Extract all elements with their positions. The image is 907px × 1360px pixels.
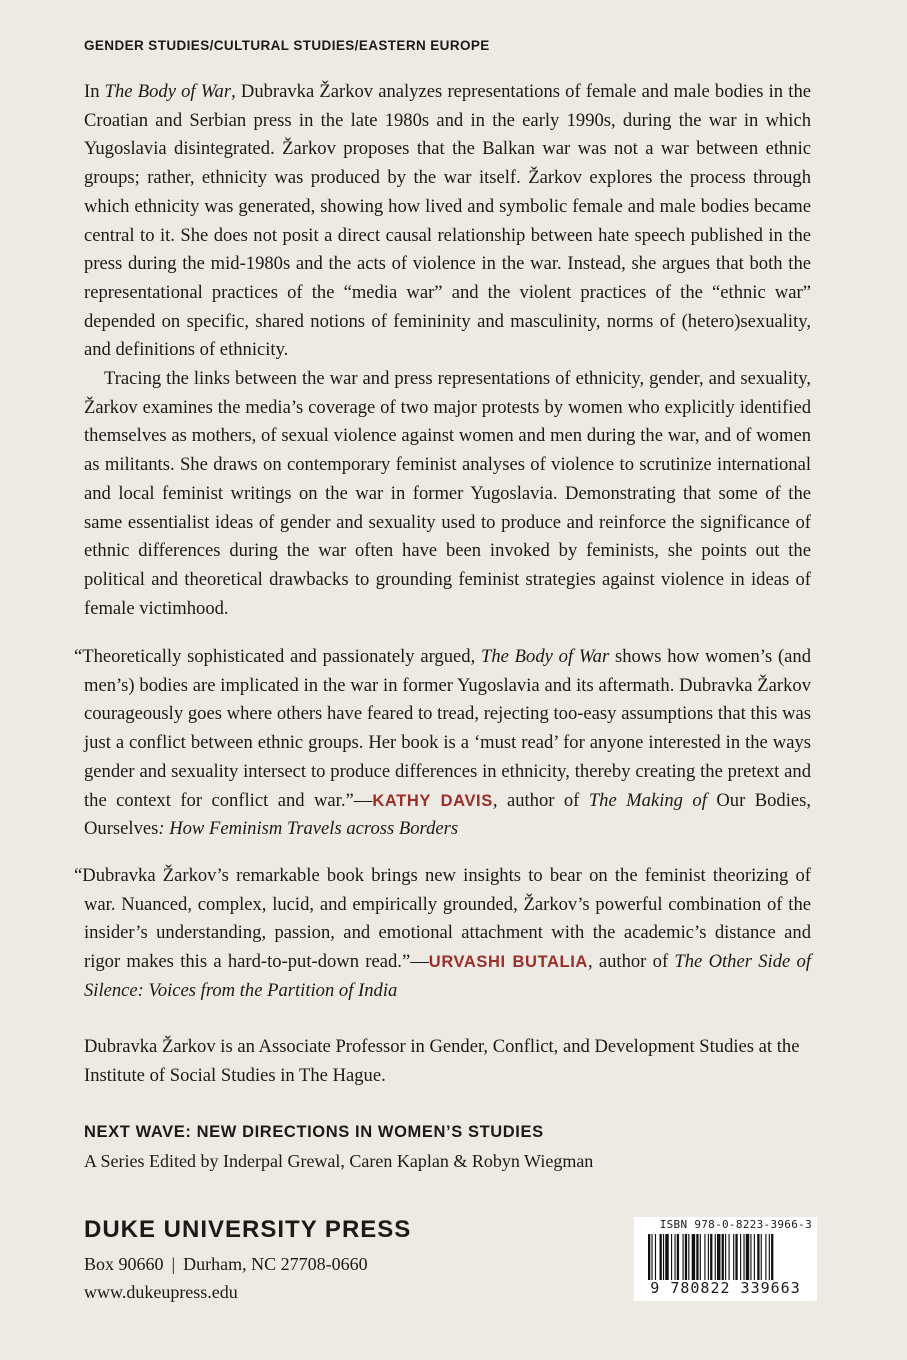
barcode-bar bbox=[685, 1234, 687, 1280]
book-title: The Body of War bbox=[104, 81, 232, 102]
barcode-bar bbox=[740, 1234, 741, 1280]
publisher-address: Box 90660 | Durham, NC 27708-0660 www.dukeupress.edu bbox=[84, 1250, 368, 1306]
barcode-bar bbox=[746, 1234, 749, 1280]
barcode-bar bbox=[708, 1234, 709, 1280]
isbn-number: ISBN 978-0-8223-3966-3 bbox=[659, 1218, 812, 1231]
barcode-bar bbox=[655, 1234, 656, 1280]
book-title: The Body of War bbox=[481, 646, 610, 667]
barcode-bar bbox=[674, 1234, 675, 1280]
barcode-bars bbox=[642, 1234, 810, 1284]
author-bio: Dubravka Žarkov is an Associate Professor in Gender, Conflict, and Development Studies at the Institute of Social Studies in The Hague. bbox=[84, 1036, 800, 1086]
city-zip: Durham, NC 27708-0660 bbox=[183, 1254, 368, 1274]
description-paragraph-2: Tracing the links between the war and press representations of ethnicity, gender, and sexuality, Žarkov examines the media’s coverage of two major protests by women who explicitly identified themselves as mothers, of sexual violence against women and men during the war, and of women as militants. She draws on contemporary feminist analyses of violence to scrutinize international and local feminist writings on the war in former Yugoslavia. Demonstrating that some of the same essentialist ideas of gender and sexuality used to produce and reinforce the significance of ethnic differences during the war often have been invoked by feminists, she points out the political and theoretical drawbacks to grounding feminist strategies against violence in ideas of female victimhood. bbox=[84, 368, 811, 619]
endorser-work: The Other Side of Silence: Voices from the Partition of India bbox=[84, 951, 811, 1001]
barcode-bar bbox=[651, 1234, 652, 1280]
barcode-bar bbox=[729, 1234, 730, 1280]
barcode-bar bbox=[683, 1234, 684, 1280]
barcode-bar bbox=[761, 1234, 762, 1280]
description bbox=[84, 78, 811, 623]
endorser-name: KATHY DAVIS bbox=[372, 791, 493, 810]
barcode-bar bbox=[750, 1234, 751, 1280]
barcode-bar bbox=[754, 1234, 755, 1280]
barcode-bar bbox=[757, 1234, 759, 1280]
ean-digits: 9 780822 339663 bbox=[650, 1279, 801, 1297]
barcode-bar bbox=[733, 1234, 734, 1280]
publisher-name: DUKE UNIVERSITY PRESS bbox=[84, 1216, 412, 1243]
barcode-bar bbox=[663, 1234, 664, 1280]
endorser-name: URVASHI BUTALIA bbox=[428, 953, 588, 972]
po-box: Box 90660 bbox=[84, 1254, 164, 1274]
barcode-bar bbox=[722, 1234, 724, 1280]
barcode-bar bbox=[769, 1234, 770, 1280]
endorsement-butalia: “Dubravka Žarkov’s remarkable book brings new insights to bear on the feminist theorizing of war. Nuanced, complex, lucid, and empirically grounded, Žarkov’s powerful combination of the insider’s understanding, passion, and emotional attachment with the academic’s distance and rigor makes this a hard-to-put-down read.”—URVASHI BUTALIA, author of The Other Side of Silence: Voices from the Partition of India bbox=[74, 865, 811, 1001]
barcode-bar bbox=[717, 1234, 720, 1280]
barcode-bar bbox=[688, 1234, 689, 1280]
endorsement-davis: “Theoretically sophisticated and passionately argued, The Body of War shows how women’s (and men’s) bodies are implicated in the war in former Yugoslavia and its aftermath. Dubravka Žarkov courageously goes where others have feared to tread, rejecting too-easy assumptions that this was just a conflict between ethnic groups. Her book is a ‘must read’ for anyone interested in the ways gender and sexuality intersect to produce differences in ethnicity, thereby creating the pretext and the context for conflict and war.”—KATHY DAVIS, author of The Making of Our Bodies, Ourselves: How Feminism Travels across Borders bbox=[74, 646, 812, 840]
series-title: NEXT WAVE: NEW DIRECTIONS IN WOMEN’S STUDIES bbox=[84, 1123, 544, 1141]
barcode-bar bbox=[700, 1234, 701, 1280]
category-label: GENDER STUDIES/CULTURAL STUDIES/EASTERN EUROPE bbox=[84, 38, 490, 53]
description-paragraph-1: In The Body of War, Dubravka Žarkov analyzes representations of female and male bodies in the Croatian and Serbian press in the late 1980s and in the early 1990s, during the war in which Yugoslavia disintegrated. Žarkov proposes that the Balkan war was not a war between ethnic groups; rather, ethnicity was produced by the war itself. Žarkov explores the process through which ethnicity was generated, showing how lived and symbolic female and male bodies became central to it. She does not posit a direct causal relationship between hate speech published in the press during the mid-1980s and the acts of violence in the war. Instead, she argues that both the representational practices of the “media war” and the violent practices of the “ethnic war” depended on specific, shared notions of femininity and masculinity, norms of (hetero)sexuality, and definitions of ethnicity. bbox=[84, 81, 811, 361]
barcode-bar bbox=[677, 1234, 679, 1280]
website: www.dukeupress.edu bbox=[84, 1282, 238, 1302]
isbn-barcode bbox=[634, 1217, 817, 1301]
barcode-bar bbox=[671, 1234, 672, 1280]
endorser-work: The Making of bbox=[588, 789, 707, 811]
barcode-bar bbox=[648, 1234, 650, 1280]
series-editors: A Series Edited by Inderpal Grewal, Caren Kaplan & Robyn Wiegman bbox=[84, 1151, 594, 1171]
barcode-bar bbox=[696, 1234, 698, 1280]
barcode-bar bbox=[665, 1234, 668, 1280]
barcode-bar bbox=[725, 1234, 726, 1280]
barcode-bar bbox=[715, 1234, 716, 1280]
barcode-bar bbox=[765, 1234, 766, 1280]
barcode-bar bbox=[710, 1234, 712, 1280]
barcode-bar bbox=[692, 1234, 695, 1280]
barcode-bar bbox=[660, 1234, 662, 1280]
barcode-bar bbox=[735, 1234, 737, 1280]
barcode-bar bbox=[771, 1234, 773, 1280]
barcode-bar bbox=[743, 1234, 744, 1280]
barcode-bar bbox=[704, 1234, 705, 1280]
